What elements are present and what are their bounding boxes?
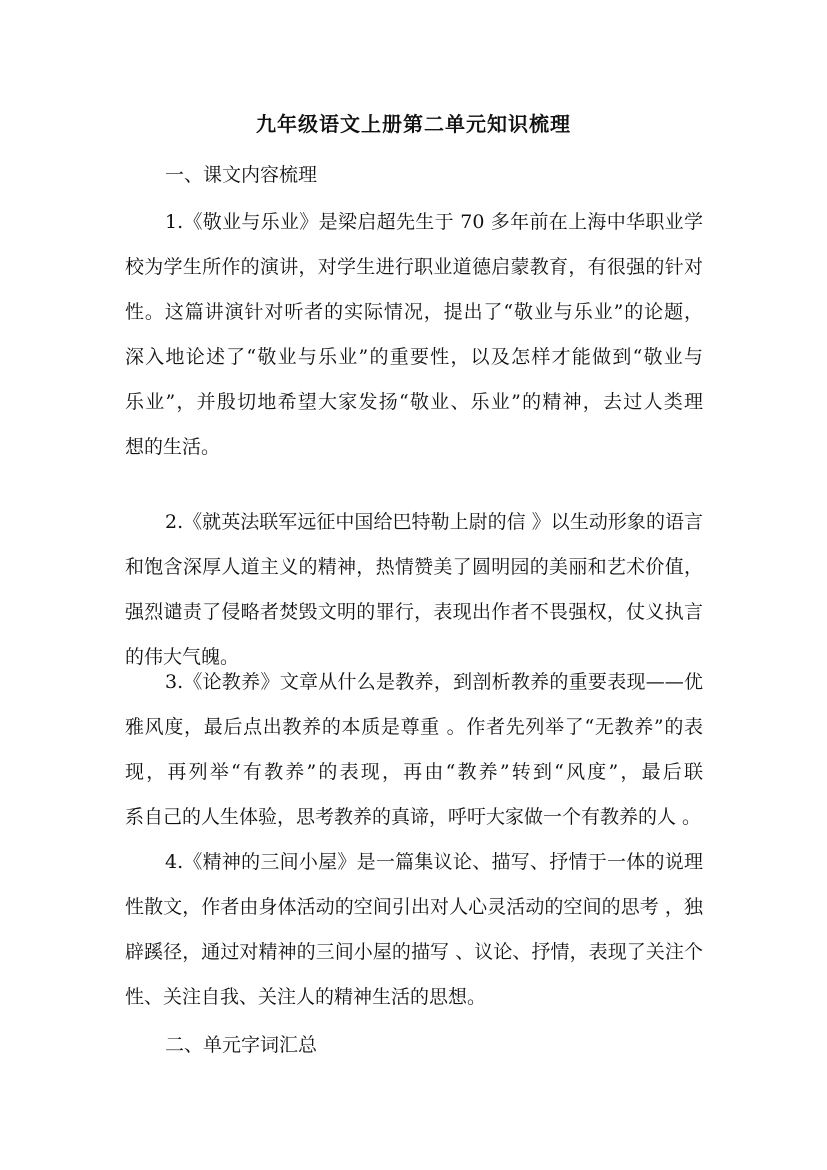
paragraph-line: 2.《就英法联军远征中国给巴特勒上尉的信 》以生动形象的语言: [165, 511, 703, 533]
paragraph-line: 性、关注自我、关注人的精神生活的思想。: [125, 986, 487, 1008]
paragraph-line: 的伟大气魄。: [125, 646, 240, 668]
paragraph-line: 想的生活。: [125, 436, 221, 458]
paragraph-line: 校为学生所作的演讲，对学生进行职业道德启蒙教育，有很强的针对: [125, 256, 703, 278]
section-heading-text-content: 一、课文内容梳理: [165, 164, 318, 186]
paragraph-line: 现，再列举“有教养”的表现，再由“教养”转到“风度”，最后联: [125, 761, 703, 783]
paragraph-jingshen-de-sanjian-xiaowu: [125, 840, 703, 1020]
paragraph-line: 系自己的人生体验，思考教养的真谛，呼吁大家做一个有教养的人 。: [125, 806, 702, 828]
paragraph-line: 和饱含深厚人道主义的精神，热情赞美了圆明园的美丽和艺术价值，: [125, 556, 703, 578]
paragraph-line: 性。这篇讲演针对听者的实际情况，提出了“敬业与乐业”的论题，: [125, 301, 703, 323]
paragraph-line: 雅风度，最后点出教养的本质是尊重 。作者先列举了“无教养”的表: [125, 716, 703, 738]
paragraph-line: 辟蹊径，通过对精神的三间小屋的描写 、议论、抒情，表现了关注个: [125, 941, 703, 963]
paragraph-line: 深入地论述了“敬业与乐业”的重要性，以及怎样才能做到“敬业与: [125, 346, 703, 368]
paragraph-lun-jiaoyang: [125, 660, 703, 840]
paragraph-line: 强烈谴责了侵略者焚毁文明的罪行，表现出作者不畏强权，仗义执言: [125, 601, 703, 623]
paragraph-line: 3.《论教养》文章从什么是教养，到剖析教养的重要表现——优: [165, 671, 703, 693]
paragraph-letter-to-butler: [125, 500, 703, 680]
document-title: 九年级语文上册第二单元知识梳理: [256, 112, 571, 136]
paragraph-jingye-yu-leye: [125, 200, 703, 470]
paragraph-line: 性散文，作者由身体活动的空间引出对人心灵活动的空间的思考 ，独: [125, 896, 703, 918]
paragraph-line: 1.《敬业与乐业》是梁启超先生于 70 多年前在上海中华职业学: [165, 211, 703, 233]
section-heading-vocabulary: 二、单元字词汇总: [165, 1034, 318, 1056]
paragraph-line: 乐业”，并殷切地希望大家发扬“敬业、乐业”的精神，去过人类理: [125, 391, 703, 413]
paragraph-line: 4.《精神的三间小屋》是一篇集议论、描写、抒情于一体的说理: [165, 851, 703, 873]
